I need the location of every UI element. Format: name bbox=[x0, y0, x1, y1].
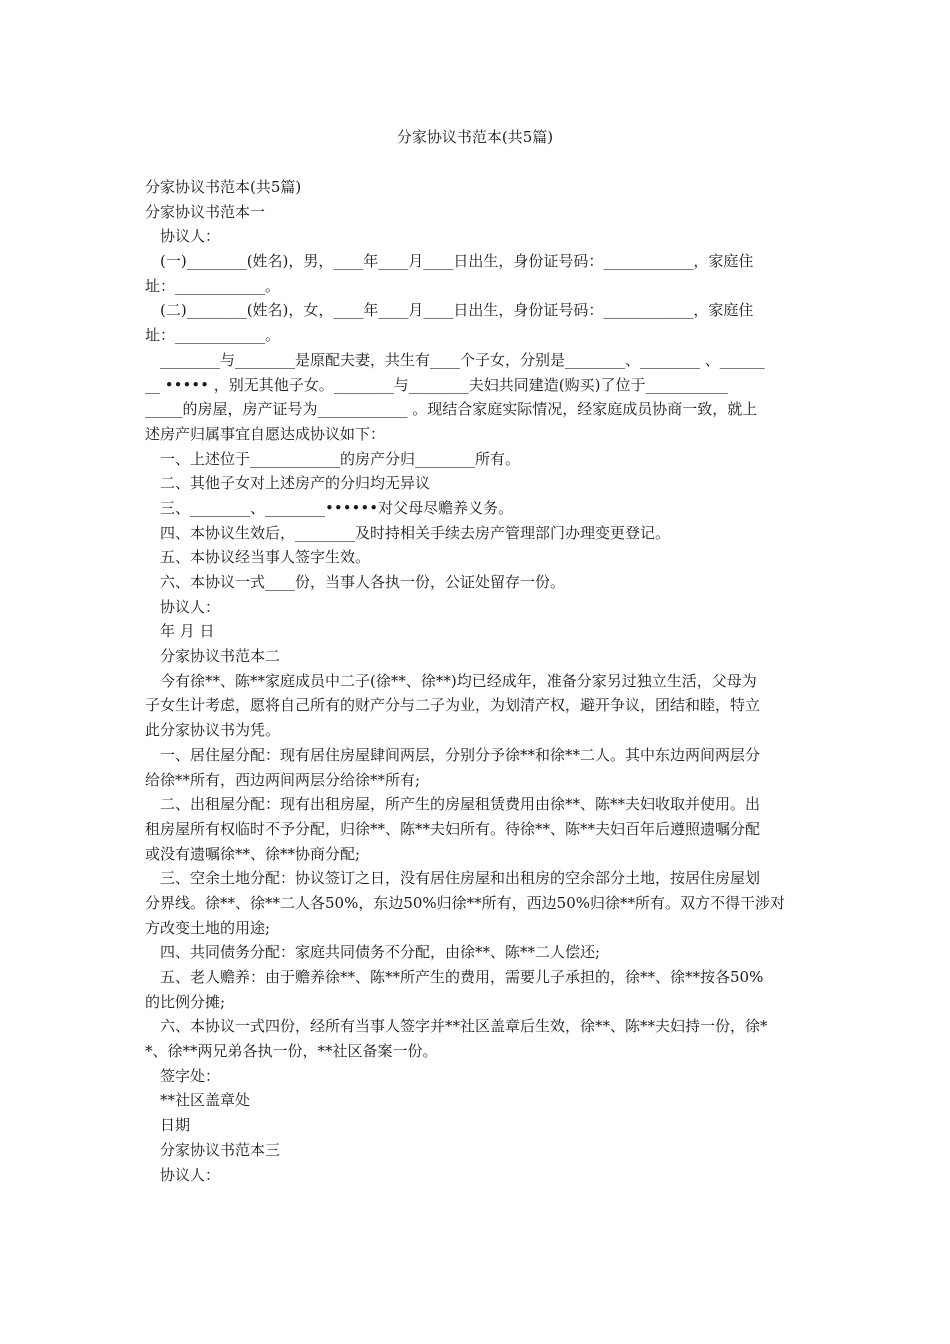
text-line: (二)________(姓名)，女，____年____月____日出生，身份证号码：____________，家庭住 bbox=[160, 301, 754, 320]
document-body bbox=[145, 175, 805, 1187]
text-line: 述房产归属事宜自愿达成协议如下： bbox=[145, 424, 386, 443]
text-line: 协议人： bbox=[160, 1165, 221, 1184]
text-line: _____的房屋，房产证号为____________ 。现结合家庭实际情况，经家庭成员协商一致，就上 bbox=[145, 400, 758, 419]
text-line: ________与________是原配夫妻，共生有____个子女，分别是________、________ 、______ bbox=[160, 350, 765, 369]
text-line: 一、上述位于____________的房产分归________所有。 bbox=[160, 449, 521, 468]
text-line: 六、本协议一式____份，当事人各执一份，公证处留存一份。 bbox=[160, 573, 566, 591]
text-line: 日期 bbox=[160, 1116, 191, 1135]
text-line: 三、空余土地分配：协议签订之日，没有居住房屋和出租房的空余部分土地，按居住房屋划 bbox=[160, 869, 761, 888]
text-line: 年 月 日 bbox=[160, 622, 215, 641]
text-line: 分家协议书范本(共5篇) bbox=[145, 178, 302, 196]
text-line: (一)________(姓名)，男，____年____月____日出生，身份证号码：____________，家庭住 bbox=[160, 252, 754, 271]
text-line: 五、本协议经当事人签字生效。 bbox=[160, 548, 371, 567]
text-line: 子女生计考虑，愿将自己所有的财产分与二子为业，为划清产权，避开争议，团结和睦，特立 bbox=[145, 696, 761, 715]
text-line: 二、其他子女对上述房产的分归均无异议 bbox=[160, 474, 431, 493]
text-line: __ ••••• ，别无其他子女。________与________夫妇共同建造(购买)了位于___________ bbox=[145, 375, 728, 394]
text-line: 五、老人赡养：由于赡养徐**、陈**所产生的费用，需要儿子承担的，徐**、徐**按各50% bbox=[160, 968, 764, 986]
text-line: 协议人： bbox=[160, 227, 221, 246]
text-line: 六、本协议一式四份，经所有当事人签字并**社区盖章后生效，徐**、陈**夫妇持一份，徐* bbox=[160, 1017, 768, 1036]
text-line: 分家协议书范本二 bbox=[160, 647, 281, 666]
text-line: 分家协议书范本三 bbox=[160, 1140, 281, 1159]
text-line: 给徐**所有，西边两间两层分给徐**所有; bbox=[145, 770, 421, 789]
text-line: 或没有遗嘱徐**、徐**协商分配; bbox=[145, 844, 361, 863]
text-line: 分家协议书范本一 bbox=[145, 202, 266, 221]
text-line: 租房屋所有权临时不予分配，归徐**、陈**夫妇所有。待徐**、陈**夫妇百年后遵照遗嘱分配 bbox=[145, 819, 761, 838]
text-line: 一、居住屋分配：现有居住房屋肆间两层，分别分予徐**和徐**二人。其中东边两间两层分 bbox=[160, 745, 761, 764]
text-line: 的比例分摊; bbox=[145, 992, 226, 1011]
text-line: 址：____________。 bbox=[145, 276, 281, 295]
text-line: 签字处： bbox=[160, 1066, 221, 1085]
text-line: 三、________、________••••••对父母尽赡养义务。 bbox=[160, 498, 514, 517]
text-line: 今有徐**、陈**家庭成员中二子(徐**、徐**)均已经成年，准备分家另过独立生活，父母为 bbox=[160, 671, 757, 690]
text-line: *、徐**两兄弟各执一份，**社区备案一份。 bbox=[145, 1042, 438, 1061]
text-line: 分界线。徐**、徐**二人各50%，东边50%归徐**所有，西边50%归徐**所有。双方不得干涉对 bbox=[145, 893, 786, 912]
text-line: 址：____________。 bbox=[145, 326, 281, 345]
text-line: 二、出租屋分配：现有出租房屋，所产生的房屋租赁费用由徐**、陈**夫妇收取并使用。出 bbox=[160, 795, 761, 814]
text-line: 四、本协议生效后，________及时持相关手续去房产管理部门办理变更登记。 bbox=[160, 523, 671, 542]
text-line: 协议人： bbox=[160, 597, 221, 616]
document-title: 分家协议书范本(共5篇) bbox=[396, 128, 554, 146]
text-line: 方改变土地的用途; bbox=[145, 918, 271, 937]
text-line: 此分家协议书为凭。 bbox=[145, 721, 281, 740]
text-line: 四、共同债务分配：家庭共同债务不分配，由徐**、陈**二人偿还; bbox=[160, 943, 601, 962]
text-line: **社区盖章处 bbox=[160, 1091, 251, 1110]
